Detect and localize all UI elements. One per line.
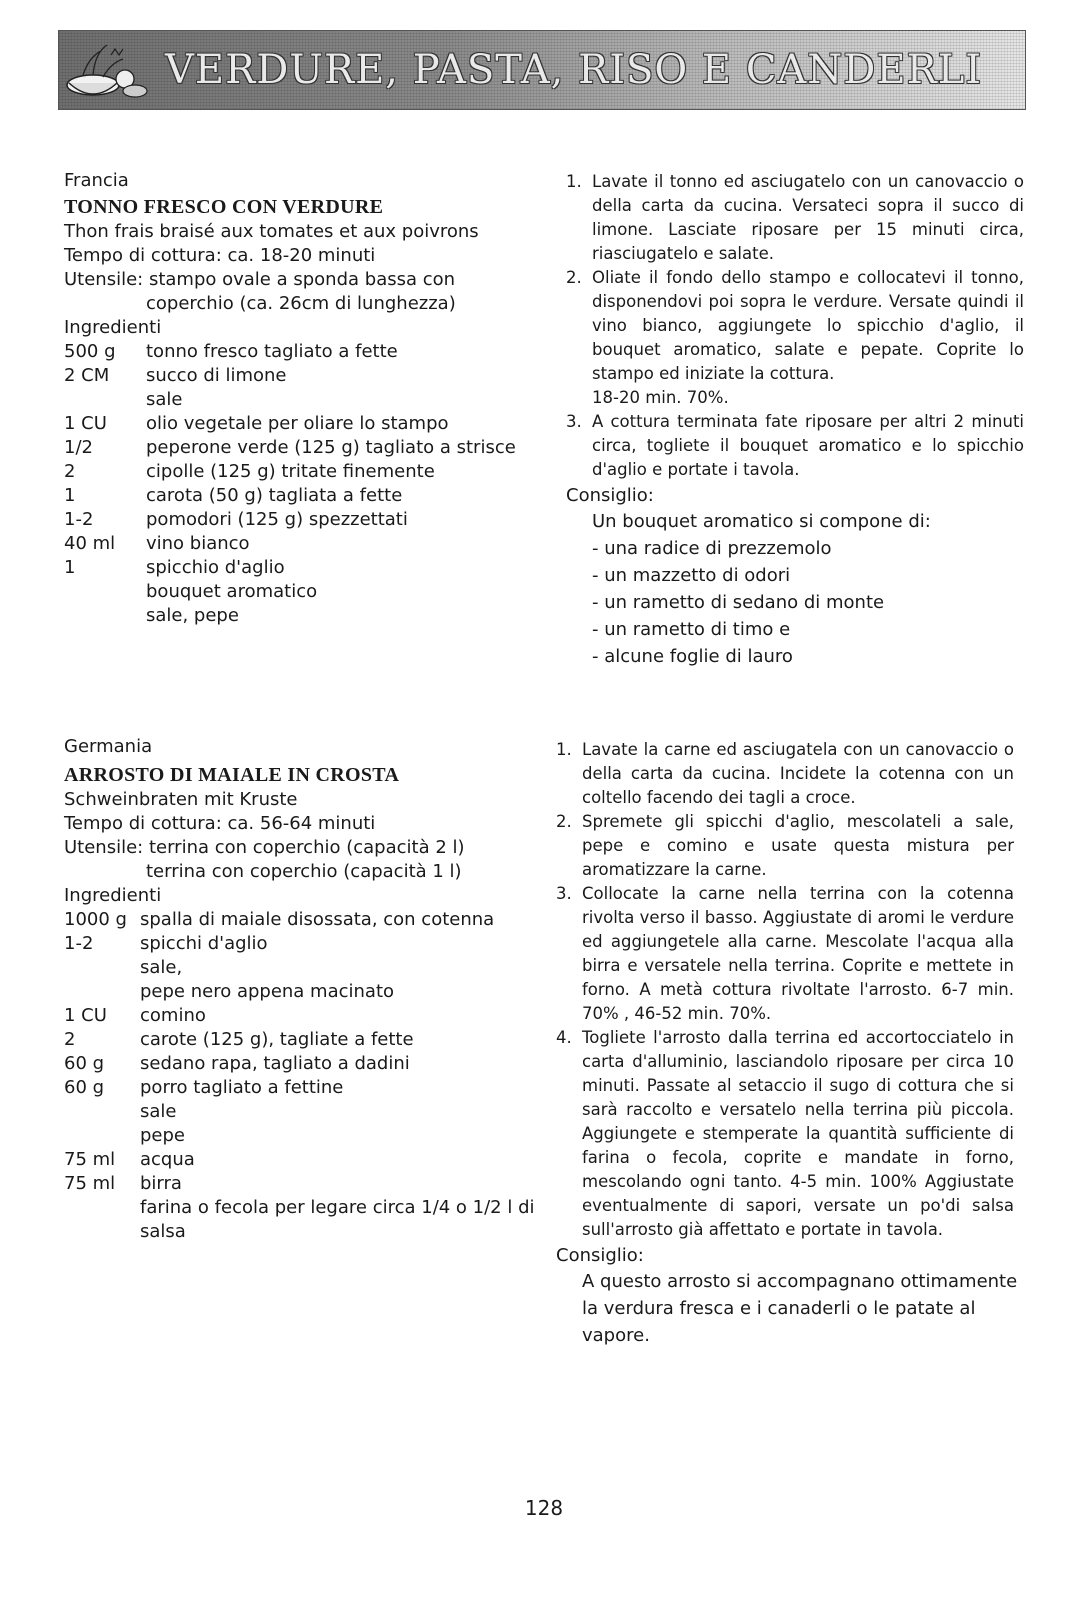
ingredient-text: carote (125 g), tagliate a fette — [140, 1029, 414, 1050]
recipe-2-tip-label: Consiglio: — [556, 1245, 644, 1266]
ingredient-qty: 1 — [64, 485, 76, 506]
step-number: 3. — [556, 884, 572, 903]
ingredient-text: sedano rapa, tagliato a dadini — [140, 1053, 410, 1074]
ingredient-row — [64, 604, 534, 628]
ingredient-text: sale — [146, 389, 183, 410]
ingredient-row — [64, 1148, 534, 1172]
step-item — [556, 738, 1014, 810]
ingredient-row — [64, 412, 534, 436]
ingredient-qty: 1/2 — [64, 437, 93, 458]
step-item — [556, 1026, 1014, 1242]
ingredient-row — [64, 1052, 534, 1076]
ingredient-qty: 75 ml — [64, 1173, 116, 1194]
ingredient-text: birra — [140, 1173, 182, 1194]
step-number: 2. — [566, 268, 582, 287]
ingredient-text: sale — [140, 1101, 177, 1122]
section-banner — [58, 30, 1026, 110]
ingredient-row — [64, 932, 534, 956]
recipe-1-tip-label: Consiglio: — [566, 485, 654, 506]
ingredient-qty: 1 — [64, 557, 76, 578]
ingredient-qty: 1-2 — [64, 509, 94, 530]
ingredient-row — [64, 1220, 534, 1244]
ingredient-text: sale, — [140, 957, 183, 978]
step-text: Lavate la carne ed asciugatela con un canovaccio o della carta da cucina. Incidete la cotenna con un coltello facendo dei tagli a croce. — [582, 740, 1014, 807]
ingredient-qty: 1-2 — [64, 933, 94, 954]
recipe-1-steps — [566, 170, 1024, 670]
ingredient-text: sale, pepe — [146, 605, 239, 626]
step-number: 2. — [556, 812, 572, 831]
step-item — [556, 810, 1014, 882]
ingredient-qty: 2 — [64, 1029, 76, 1050]
ingredient-row — [64, 364, 534, 388]
recipe-1-ingredients-label: Ingredienti — [64, 317, 162, 338]
step-item — [556, 882, 1014, 1026]
ingredient-qty: 60 g — [64, 1077, 105, 1098]
step-text: Collocate la carne nella terrina con la cotenna rivolta verso il basso. Aggiustate di aromi le verdure ed aggiungetele alla carne. Mescolate l'acqua alla birra e versatele nella terrina. Coprite e mettete in forno. A metà cottura rivoltate l'arrosto. 6-7 min. 70% , 46-52 min. 70%. — [582, 884, 1014, 1023]
recipe-1-utensil: Utensile: stampo ovale a sponda bassa con — [64, 269, 456, 290]
recipe-2-utensil-cont: terrina con coperchio (capacità 1 l) — [146, 861, 462, 882]
ingredient-row — [64, 1100, 534, 1124]
ingredient-row — [64, 1004, 534, 1028]
ingredient-qty: 75 ml — [64, 1149, 116, 1170]
tip-line: A questo arrosto si accompagnano ottimamente — [582, 1271, 1018, 1292]
ingredient-row — [64, 484, 534, 508]
step-text: Oliate il fondo dello stampo e collocatevi il tonno, disponendovi poi sopra le verdure. Versate quindi il vino bianco, aggiungete lo spicchio d'aglio, il bouquet aromatico, salate e pepate. Coprite lo stampo ed iniziate la cottura. — [592, 268, 1024, 383]
step-text: A cottura terminata fate riposare per altri 2 minuti circa, togliete il bouquet aromatico e lo spicchio d'aglio e portate i tavola. — [592, 412, 1024, 479]
ingredient-text: cipolle (125 g) tritate finemente — [146, 461, 435, 482]
food-bowl-icon — [63, 35, 149, 103]
ingredient-row — [64, 388, 534, 412]
ingredient-row — [64, 1124, 534, 1148]
recipe-1-utensil-cont: coperchio (ca. 26cm di lunghezza) — [146, 293, 456, 314]
recipe-2-info — [64, 788, 465, 908]
ingredient-text: carota (50 g) tagliata a fette — [146, 485, 403, 506]
ingredient-text: pepe nero appena macinato — [140, 981, 395, 1002]
tip-line: - un rametto di sedano di monte — [592, 592, 885, 613]
ingredient-text: acqua — [140, 1149, 195, 1170]
ingredient-text: vino bianco — [146, 533, 250, 554]
ingredient-row — [64, 460, 534, 484]
ingredient-text: spicchio d'aglio — [146, 557, 285, 578]
recipe-2-tip — [556, 1268, 1018, 1349]
ingredient-text: farina o fecola per legare circa 1/4 o 1/2 l di — [140, 1197, 535, 1218]
recipe-2-ingredients-label: Ingredienti — [64, 885, 162, 906]
ingredient-row — [64, 908, 534, 932]
ingredient-row — [64, 580, 534, 604]
recipe-2-title: ARROSTO DI MAIALE IN CROSTA — [64, 764, 400, 786]
ingredient-qty: 1 CU — [64, 1005, 107, 1026]
recipe-1-tip — [566, 508, 1024, 670]
ingredient-row — [64, 1196, 534, 1220]
ingredient-text: bouquet aromatico — [146, 581, 318, 602]
step-number: 4. — [556, 1028, 572, 1047]
tip-line: Un bouquet aromatico si compone di: — [592, 511, 931, 532]
step-item — [566, 410, 1024, 482]
recipe-1-country: Francia — [64, 170, 129, 191]
tip-line: - un mazzetto di odori — [592, 565, 791, 586]
ingredient-text: peperone verde (125 g) tagliato a strisce — [146, 437, 516, 458]
ingredient-qty: 2 CM — [64, 365, 110, 386]
ingredient-text: porro tagliato a fettine — [140, 1077, 344, 1098]
recipe-1-title: TONNO FRESCO CON VERDURE — [64, 196, 384, 218]
ingredient-text: succo di limone — [146, 365, 287, 386]
recipe-2-steps — [556, 738, 1018, 1349]
step-setting: 18-20 min. 70%. — [592, 388, 729, 407]
ingredient-text: spicchi d'aglio — [140, 933, 268, 954]
recipe-2-ingredient-list — [64, 908, 534, 1244]
tip-line: la verdura fresca e i canaderli o le patate al — [582, 1298, 976, 1319]
ingredient-qty: 1 CU — [64, 413, 107, 434]
ingredient-qty: 2 — [64, 461, 76, 482]
step-item — [566, 170, 1024, 266]
recipe-1-info — [64, 220, 479, 340]
ingredient-text: olio vegetale per oliare lo stampo — [146, 413, 449, 434]
ingredient-qty: 500 g — [64, 341, 116, 362]
tip-line: - alcune foglie di lauro — [592, 646, 793, 667]
recipe-2-utensil: Utensile: terrina con coperchio (capacità 2 l) — [64, 837, 465, 858]
ingredient-row — [64, 556, 534, 580]
step-number: 1. — [566, 172, 582, 191]
ingredient-row — [64, 508, 534, 532]
step-number: 1. — [556, 740, 572, 759]
recipe-1-cook-time: Tempo di cottura: ca. 18-20 minuti — [64, 245, 376, 266]
ingredient-qty: 60 g — [64, 1053, 105, 1074]
step-text: Lavate il tonno ed asciugatelo con un canovaccio o della carta da cucina. Versateci sopra il succo di limone. Lasciate riposare per 15 minuti circa, riasciugatelo e salate. — [592, 172, 1024, 263]
ingredient-text: pomodori (125 g) spezzettati — [146, 509, 408, 530]
ingredient-row — [64, 956, 534, 980]
ingredient-row — [64, 1028, 534, 1052]
tip-line: vapore. — [582, 1325, 650, 1346]
section-title: VERDURE, PASTA, RISO E CANDERLI — [165, 47, 983, 93]
step-text: Togliete l'arrosto dalla terrina ed accortocciatelo in carta d'alluminio, lasciandolo riposare per circa 10 minuti. Passate al setaccio il sugo di cottura che si sarà raccolto e versatelo nella terrina più piccola. Aggiungete e stemperate la quantità sufficiente di farina o fecola, coprite e mandate in forno, mescolando ogni tanto. 4-5 min. 100% Aggiustate eventualmente di sapori, versate un po'di salsa sull'arrosto già affettato e portate in tavola. — [582, 1028, 1014, 1239]
recipe-2-country: Germania — [64, 736, 153, 757]
step-number: 3. — [566, 412, 582, 431]
ingredient-row — [64, 532, 534, 556]
ingredient-row — [64, 1172, 534, 1196]
recipe-1-ingredient-list — [64, 340, 534, 628]
ingredient-text: tonno fresco tagliato a fette — [146, 341, 398, 362]
ingredient-row — [64, 340, 534, 364]
tip-line: - una radice di prezzemolo — [592, 538, 832, 559]
ingredient-text: pepe — [140, 1125, 185, 1146]
step-text: Spremete gli spicchi d'aglio, mescolateli a sale, pepe e comino e usate questa mistura per aromatizzare la carne. — [582, 812, 1014, 879]
ingredient-qty: 1000 g — [64, 909, 127, 930]
ingredient-qty: 40 ml — [64, 533, 116, 554]
tip-line: - un rametto di timo e — [592, 619, 791, 640]
ingredient-text: spalla di maiale disossata, con cotenna — [140, 909, 495, 930]
ingredient-row — [64, 980, 534, 1004]
step-item — [566, 266, 1024, 410]
recipe-2-cook-time: Tempo di cottura: ca. 56-64 minuti — [64, 813, 376, 834]
ingredient-text: salsa — [140, 1221, 186, 1242]
recipe-1-subtitle: Thon frais braisé aux tomates et aux poivrons — [64, 221, 479, 242]
ingredient-row — [64, 1076, 534, 1100]
ingredient-text: comino — [140, 1005, 206, 1026]
page-number: 128 — [524, 1496, 564, 1520]
recipe-2-subtitle: Schweinbraten mit Kruste — [64, 789, 298, 810]
ingredient-row — [64, 436, 534, 460]
